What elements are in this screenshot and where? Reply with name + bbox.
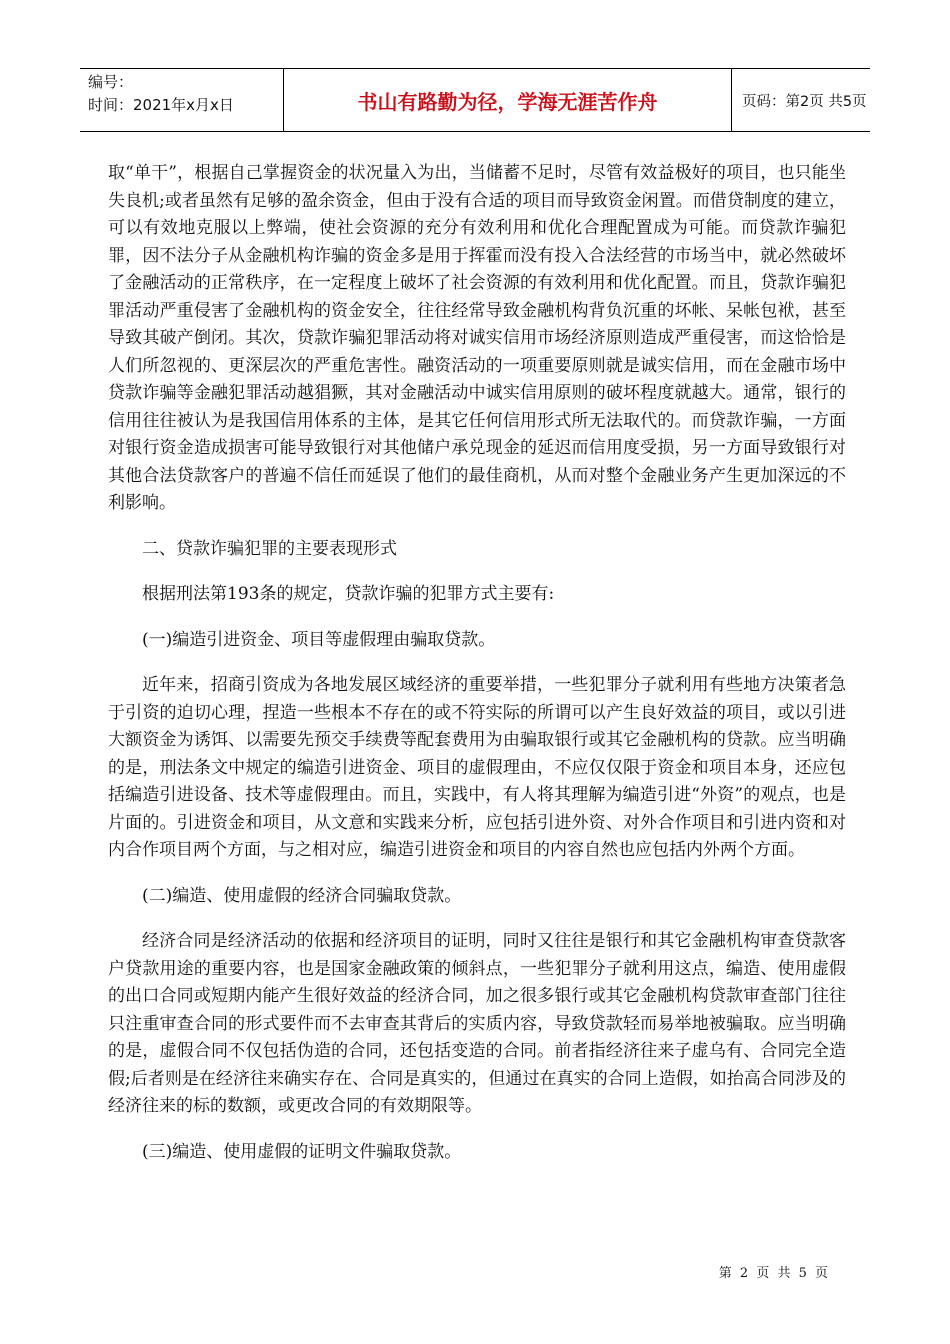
subsection-heading: (三)编造、使用虚假的证明文件骗取贷款。 <box>142 1141 462 1162</box>
section-heading: 二、贷款诈骗犯罪的主要表现形式 <box>142 538 397 559</box>
body-paragraph: 经济合同是经济活动的依据和经济项目的证明，同时又往往是银行和其它金融机构审查贷款客户贷款用途的重要内容，也是国家金融政策的倾斜点，一些犯罪分子就利用这点，编造、使用虚假的出口合同或短期内能产生很好效益的经济合同，加之很多银行或其它金融机构贷款审查部门往往只注重审查合同的形式要件而不去审查其背后的实质内容，导致贷款轻而易举地被骗取。应当明确的是，虚假合同不仅包括伪造的合同，还包括变造的合同。前者指经济往来子虚乌有、合同完全造假;后者则是在经济往来确实存在、合同是真实的，但通过在真实的合同上造假，如抬高合同涉及的经济往来的标的数额，或更改合同的有效期限等。 <box>108 931 846 1116</box>
body-paragraph: 根据刑法第193条的规定，贷款诈骗的犯罪方式主要有: <box>142 584 555 604</box>
document-time-label: 时间：2021年x月x日 <box>88 96 234 114</box>
document-number-label: 编号： <box>88 73 134 91</box>
document-body <box>108 160 846 1166</box>
subsection-heading: (一)编造引进资金、项目等虚假理由骗取贷款。 <box>142 629 496 650</box>
header-motto: 书山有路勤为径，学海无涯苦作舟 <box>284 69 732 131</box>
header-page-number: 页码：第2页 共5页 <box>742 93 867 110</box>
body-paragraph: 近年来，招商引资成为各地发展区域经济的重要举措，一些犯罪分子就利用有些地方决策者急于引资的迫切心理，捏造一些根本不存在的或不符实际的所谓可以产生良好效益的项目，或以引进大额资金为诱饵、以需要先预交手续费等配套费用为由骗取银行或其它金融机构的贷款。应当明确的是，刑法条文中规定的编造引进资金、项目的虚假理由，不应仅仅限于资金和项目本身，还应包括编造引进设备、技术等虚假理由。而且，实践中，有人将其理解为编造引进“外资”的观点，也是片面的。引进资金和项目，从文意和实践来分析，应包括引进外资、对外合作项目和引进内资和对内合作项目两个方面，与之相对应，编造引进资金和项目的内容自然也应包括内外两个方面。 <box>108 675 846 860</box>
subsection-heading: (二)编造、使用虚假的经济合同骗取贷款。 <box>142 885 462 906</box>
header-meta <box>80 69 284 131</box>
page-header <box>80 68 870 132</box>
page-footer: 第 2 页 共 5 页 <box>718 1266 830 1281</box>
body-paragraph: 取“单干”，根据自己掌握资金的状况量入为出，当储蓄不足时，尽管有效益极好的项目，也只能坐失良机;或者虽然有足够的盈余资金，但由于没有合适的项目而导致资金闲置。而借贷制度的建立，可以有效地克服以上弊端，使社会资源的充分有效利用和优化合理配置成为可能。而贷款诈骗犯罪，因不法分子从金融机构诈骗的资金多是用于挥霍而没有投入合法经营的市场当中，就必然破坏了金融活动的正常秩序，在一定程度上破坏了社会资源的有效利用和优化配置。而且，贷款诈骗犯罪活动严重侵害了金融机构的资金安全，往往经常导致金融机构背负沉重的坏帐、呆帐包袱，甚至导致其破产倒闭。其次，贷款诈骗犯罪活动将对诚实信用市场经济原则造成严重侵害，而这恰恰是人们所忽视的、更深层次的严重危害性。融资活动的一项重要原则就是诚实信用，而在金融市场中贷款诈骗等金融犯罪活动越猖獗，其对金融活动中诚实信用原则的破坏程度就越大。通常，银行的信用往往被认为是我国信用体系的主体，是其它任何信用形式所无法取代的。而贷款诈骗，一方面对银行资金造成损害可能导致银行对其他储户承兑现金的延迟而信用度受损，另一方面导致银行对其他合法贷款客户的普遍不信任而延误了他们的最佳商机，从而对整个金融业务产生更加深远的不利影响。 <box>108 163 846 513</box>
